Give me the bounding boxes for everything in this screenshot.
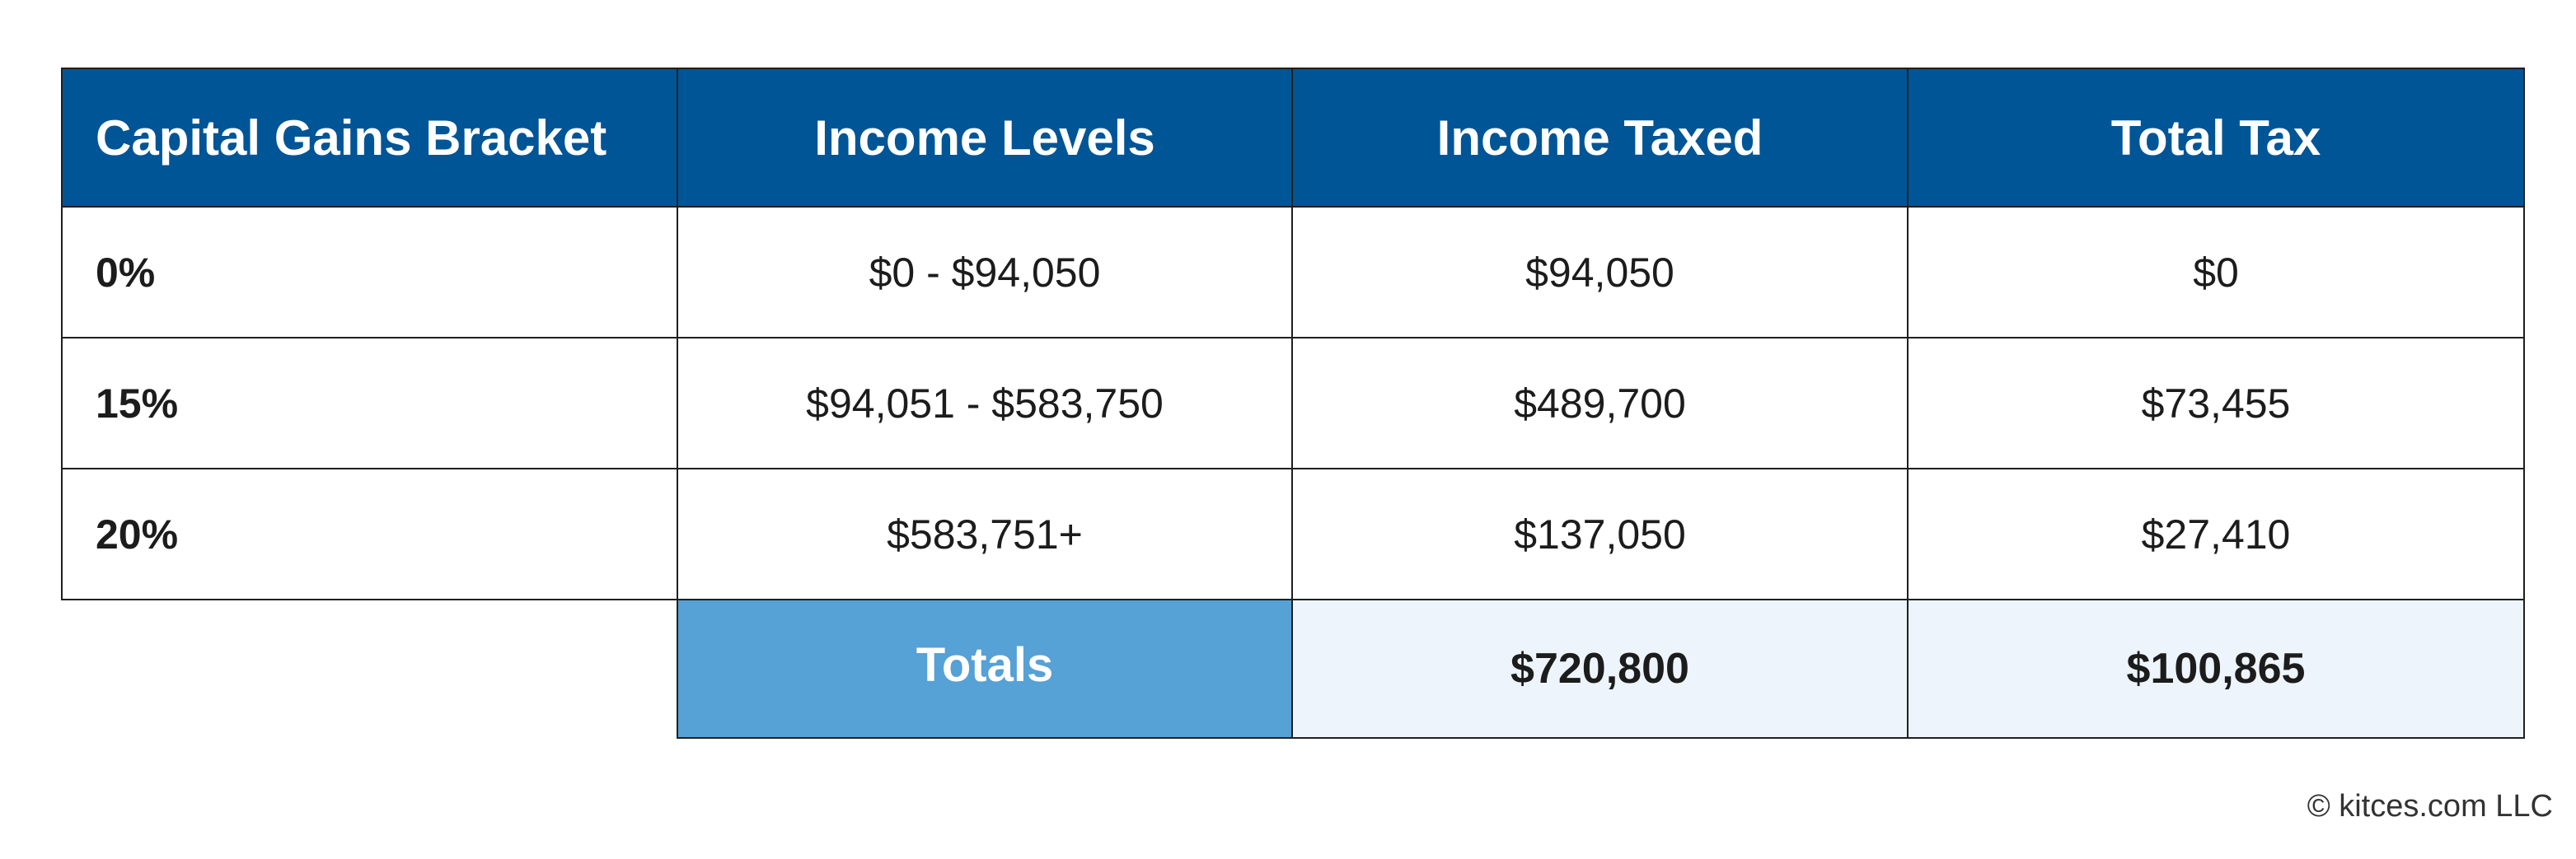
- total-tax-cell: $0: [1908, 207, 2524, 338]
- income-taxed-cell: $489,700: [1292, 338, 1908, 469]
- total-tax-cell: $73,455: [1908, 338, 2524, 469]
- header-income-levels: Income Levels: [677, 68, 1292, 207]
- header-total-tax: Total Tax: [1908, 68, 2524, 207]
- bracket-cell: 20%: [62, 469, 677, 600]
- total-income-taxed: $720,800: [1292, 600, 1908, 738]
- bracket-cell: 0%: [62, 207, 677, 338]
- income-levels-cell: $0 - $94,050: [677, 207, 1292, 338]
- header-capital-gains-bracket: Capital Gains Bracket: [62, 68, 677, 207]
- table-row: [62, 338, 2524, 469]
- bracket-cell: 15%: [62, 338, 677, 469]
- income-levels-cell: $583,751+: [677, 469, 1292, 600]
- totals-row: [62, 600, 2524, 738]
- total-tax-sum: $100,865: [1908, 600, 2524, 738]
- total-tax-cell: $27,410: [1908, 469, 2524, 600]
- income-levels-cell: $94,051 - $583,750: [677, 338, 1292, 469]
- capital-gains-table: [61, 68, 2525, 739]
- income-taxed-cell: $94,050: [1292, 207, 1908, 338]
- header-income-taxed: Income Taxed: [1292, 68, 1908, 207]
- copyright-notice: © kitces.com LLC: [2307, 789, 2553, 824]
- table-row: [62, 469, 2524, 600]
- totals-label: Totals: [677, 600, 1292, 738]
- table-row: [62, 207, 2524, 338]
- totals-empty-cell: [62, 600, 677, 738]
- income-taxed-cell: $137,050: [1292, 469, 1908, 600]
- table-header-row: [62, 68, 2524, 207]
